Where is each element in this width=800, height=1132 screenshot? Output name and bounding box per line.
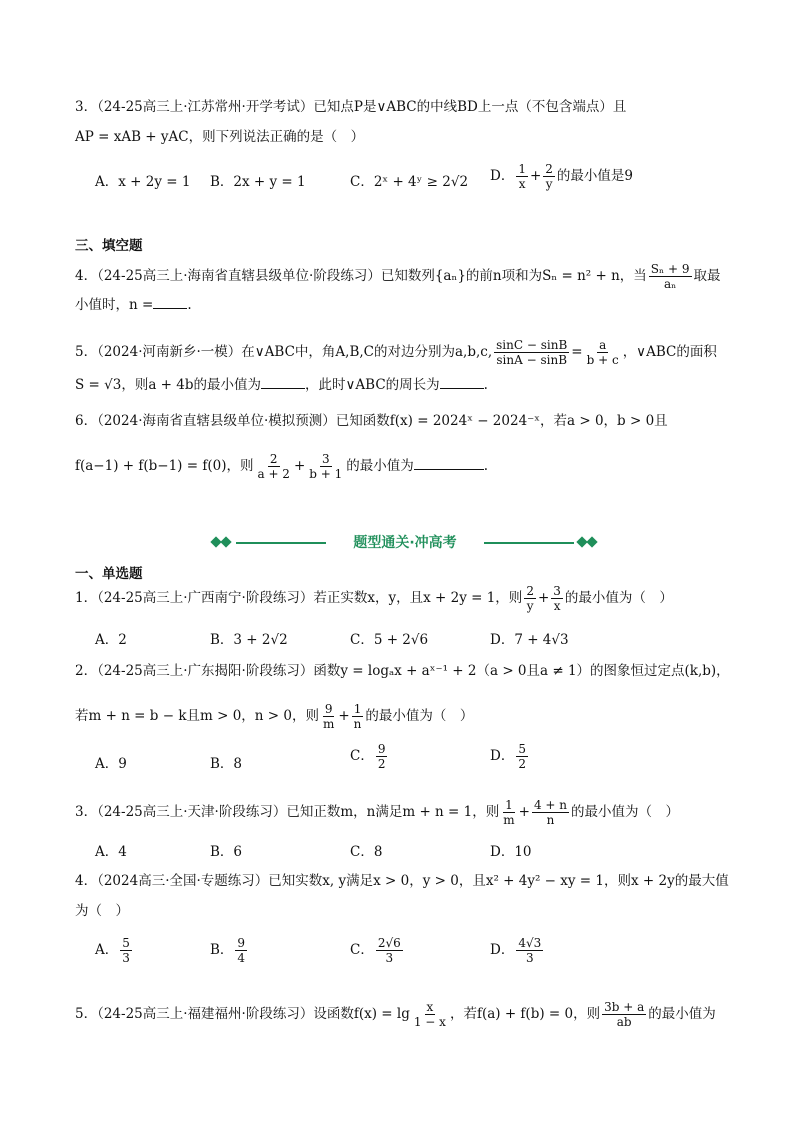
option-c: C． $\frac{2√6}{3}$ [350,936,401,965]
option-c: C． $\frac{9}{2}$ [350,742,386,771]
question-5-stem: 5．（2024·河南新乡·一模）在∨ABC中，角A,B,C的对边分别为a,b,c, $\frac{\sin C - \sin B}{\sin A - \sin B}$ = $\frac{a}{b + c}$ ，∨ABC的面积 [75,338,717,367]
option-a: A． $\frac{5}{3}$ [95,936,130,965]
option-b: B．6 [210,844,243,860]
option-d: D． $\frac{5}{2}$ [490,742,526,771]
option-d: D． $\frac{1}{x}$ + $\frac{2}{y}$ 的最小值是9 [490,162,634,191]
diamond-icon [586,536,597,547]
question-3b-options [95,840,735,864]
divider-line [484,542,574,544]
divider-line [236,542,326,544]
question-3-stem: 3．（24-25高三上·江苏常州·开学考试）已知点P是∨ABC的中线BD上一点（不包含端点）且 [75,99,627,115]
option-a: A．x + 2y = 1 [95,174,191,190]
section-banner [210,532,600,554]
question-2-stem: 2．（24-25高三上·广东揭阳·阶段练习）函数y = logₐx + aˣ⁻¹ + 2（a > 0且a ≠ 1）的图象恒过定点(k,b)， [75,663,730,679]
answer-blank[interactable] [153,294,187,309]
question-3-stem-2: AP = xAB + yAC，则下列说法正确的是（ ） [75,129,365,145]
question-2-options [95,742,735,776]
question-4b-stem-2: 为（ ） [75,903,129,919]
option-b: B．8 [210,756,243,772]
question-1-options [95,628,735,652]
question-3-options [95,162,735,194]
question-4b-stem: 4．（2024高三·全国·专题练习）已知实数x, y满足x > 0，y > 0，且x² + 4y² − xy = 1，则x + 2y的最大值 [75,873,729,889]
option-b: B．2x + y = 1 [210,174,306,190]
diamond-icon [220,536,231,547]
question-5-stem-2: S = √3，则a + 4b的最小值为 ，此时∨ABC的周长为 . [75,374,740,396]
option-c: C．5 + 2√6 [350,632,429,648]
option-c: C．2ˣ + 4ʸ ≥ 2√2 [350,174,469,190]
section-heading-fill: 三、填空题 [75,238,143,254]
question-4-stem: 4．（24-25高三上·海南省直辖县级单位·阶段练习）已知数列{aₙ}的前n项和为Sₙ = n² + n，当 $\frac{\text{Sₙ + 9}}{\text{aₙ}}$ 取最 [75,262,721,291]
question-4b-options [95,936,735,965]
question-5b-stem: 5．（24-25高三上·福建福州·阶段练习）设函数f(x) = lg $\frac{x}{1 - x}$ ，若f(a) + f(b) = 0，则 $\frac{3b + a}{ab}$ 的最小值为 [75,1000,716,1029]
banner-title: 题型通关·冲高考 [353,535,457,551]
question-6-stem: 6．（2024·海南省直辖县级单位·模拟预测）已知函数f(x) = 2024ˣ − 2024⁻ˣ，若a > 0，b > 0且 [75,413,668,429]
option-c: C．8 [350,844,383,860]
option-a: A．4 [95,844,127,860]
question-3b-stem: 3．（24-25高三上·天津·阶段练习）已知正数m，n满足m + n = 1，则 $\frac{1}{m}$ + $\frac{4 + n}{n}$ 的最小值为（ ） [75,798,679,827]
question-4-stem-2: 小值时，n = . [75,294,740,316]
question-1-stem: 1．（24-25高三上·广西南宁·阶段练习）若正实数x，y，且x + 2y = 1，则 $\frac{2}{y}$ + $\frac{3}{x}$ 的最小值为（ ） [75,584,673,613]
option-b: B．3 + 2√2 [210,632,288,648]
answer-blank[interactable] [440,374,484,389]
option-a: A．2 [95,632,127,648]
question-6-stem-2: f(a−1) + f(b−1) = f(0)，则 $\frac{2}{a + 2}$ + $\frac{3}{b + 1}$ 的最小值为 . [75,452,489,481]
option-d: D．10 [490,844,532,860]
answer-blank[interactable] [414,455,484,470]
answer-blank[interactable] [261,374,305,389]
section-heading-single: 一、单选题 [75,566,143,582]
option-d: D．7 + 4√3 [490,632,569,648]
question-2-stem-2: 若m + n = b − k且m > 0，n > 0，则 $\frac{9}{m}$ + $\frac{1}{n}$ 的最小值为（ ） [75,702,474,731]
option-b: B． $\frac{9}{4}$ [210,936,246,965]
option-d: D． $\frac{4√3}{3}$ [490,936,542,965]
option-a: A．9 [95,756,127,772]
